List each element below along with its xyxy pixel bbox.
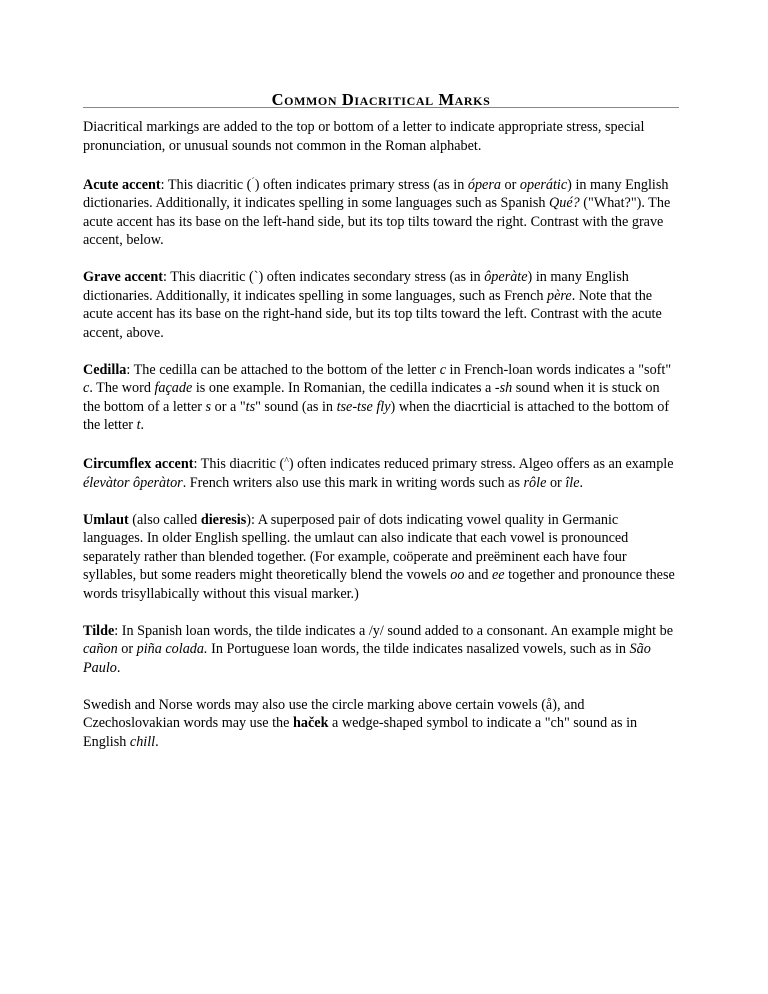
intro-paragraph: Diacritical markings are added to the top or bottom of a letter to indicate appropriate stress, special pronunciation, or unusual sounds not common in the Roman alphabet. (83, 119, 645, 154)
hacek-term: haček (293, 715, 329, 731)
closing-paragraph: Swedish and Norse words may also use the circle marking above certain vowels (å), and Czechoslovakian words may use the haček a wedge-shaped symbol to indicate a "ch" sound as in English chill. (83, 696, 638, 750)
umlaut-paragraph: Umlaut (also called dieresis): A superposed pair of dots indicating vowel quality in Germanic languages. In older English spelling. the umlaut can also indicate that each vowel is pronounced separately rather than blended together. (For example, coöperate and preëminent each have four syllables, but some readers might theoretically blend the vowels oo and ee together and pronounce these words trisyllabically without this visual marker.) (83, 511, 675, 602)
page-title: Common Diacritical Marks (271, 90, 491, 109)
circumflex-paragraph: Circumflex accent: This diacritic (^) often indicates reduced primary stress. Algeo offers as an example élevàtor ôperàtor. French writers also use this mark in writing words such as rôle or île. (83, 456, 674, 491)
tilde-paragraph: Tilde: In Spanish loan words, the tilde indicates a /y/ sound added to a consonant. An example might be cañon or piña colada. In Portuguese loan words, the tilde indicates nasalized vowels, such as in São Paulo. (83, 622, 674, 676)
dieresis-term: dieresis (200, 511, 247, 528)
document-body (83, 118, 679, 770)
grave-accent-paragraph: Grave accent: This diacritic (`) often indicates secondary stress (as in ôperàte) in many English dictionaries. Additionally, it indicates spelling in some languages, such as French père. Note that the acute accent has its base on the right-hand side, but its top tilts toward the left. Contrast with the acute accent, above. (83, 269, 662, 341)
grave-accent-term: Grave accent (83, 269, 163, 285)
cedilla-paragraph: Cedilla: The cedilla can be attached to the bottom of the letter c in French-loan words indicates a "soft" c. The word façade is one example. In Romanian, the cedilla indicates a -sh sound when it is stuck on the bottom of a letter s or a "ts" sound (as in tse-tse fly) when the diacrticial is attached to the bottom of the letter t. (83, 361, 672, 433)
acute-accent-term: Acute accent (83, 176, 161, 193)
circumflex-term: Circumflex accent (83, 456, 194, 472)
title-underline (83, 107, 679, 108)
circumflex-mark: ^ (284, 456, 289, 467)
cedilla-term: Cedilla (83, 361, 127, 378)
umlaut-term: Umlaut (83, 511, 129, 528)
acute-mark: ´ (251, 176, 255, 188)
tilde-term: Tilde (83, 622, 115, 639)
acute-accent-paragraph: Acute accent: This diacritic (´) often indicates primary stress (as in ópera or operátic) in many English dictionaries. Additionally, it indicates spelling in some languages such as Spanish Qué? ("What?"). The acute accent has its base on the left-hand side, but its top tilts toward the right. Contrast with the grave accent, below. (83, 176, 671, 248)
